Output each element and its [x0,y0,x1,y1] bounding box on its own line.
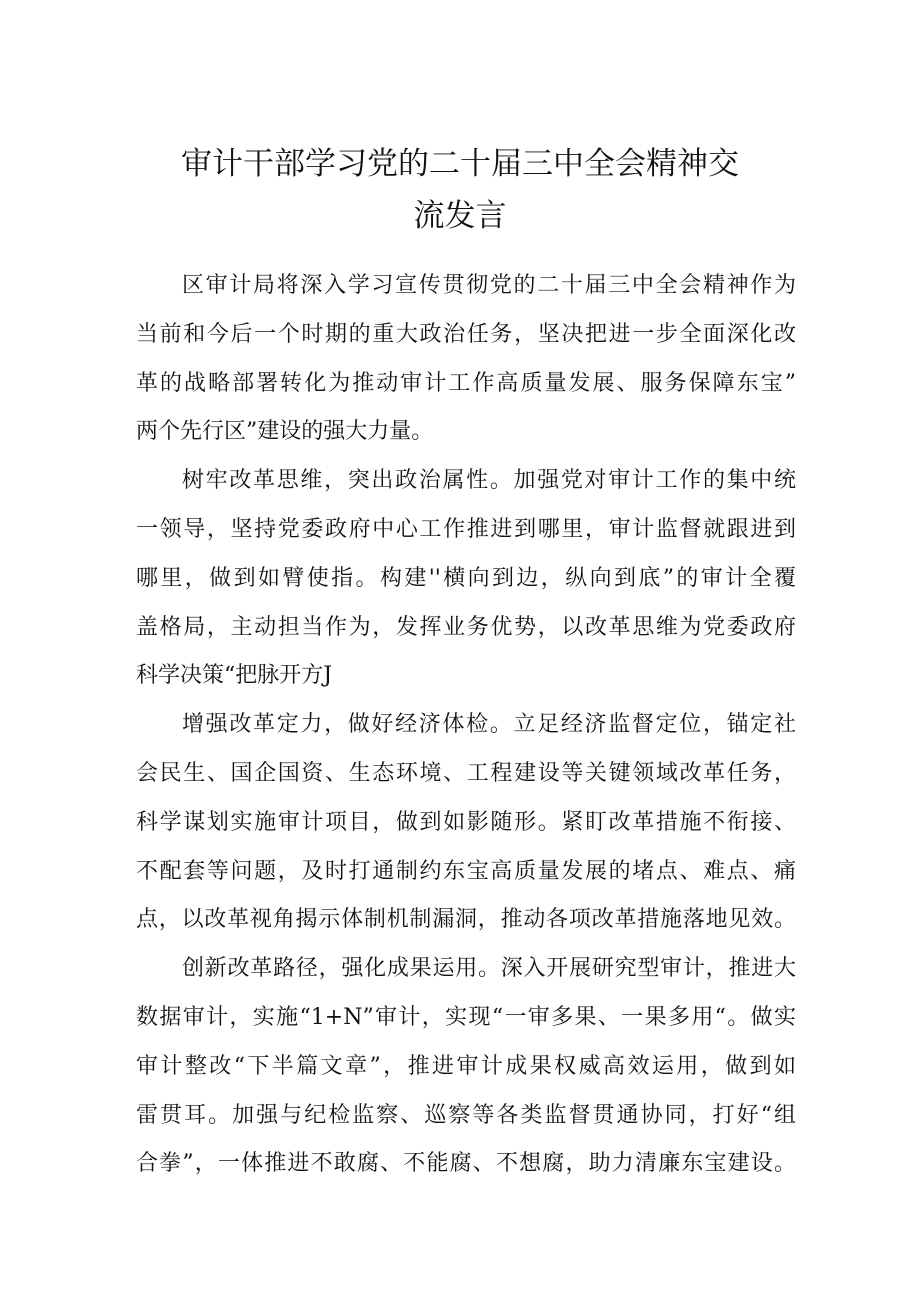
paragraph-line: 会民生、国企国资、生态环境、工程建设等关键领域改革任务， [136,760,796,786]
paragraph-line: 哪里，做到如臂使指。构建''横向到边，纵向到底”的审计全覆 [136,565,796,591]
paragraph-3 [136,701,796,945]
paragraph-line: 合拳”，一体推进不敢腐、不能腐、不想腐，助力清廉东宝建设。 [136,1151,796,1177]
paragraph-line: 增强改革定力，做好经济体检。立足经济监督定位，锚定社 [182,712,796,738]
paragraph-line: 数据审计，实施“1+N”审计，实现“一审多果、一果多用“。做实 [136,1004,796,1030]
paragraph-line: 一领导，坚持党委政府中心工作推进到哪里，审计监督就跟进到 [136,516,796,542]
paragraph-line: 审计整改“下半篇文章”，推进审计成果权威高效运用，做到如 [136,1053,796,1079]
paragraph-line: 点，以改革视角揭示体制机制漏洞，推动各项改革措施落地见效。 [136,907,796,933]
paragraph-line: 不配套等问题，及时打通制约东宝高质量发展的堵点、难点、痛 [136,858,796,884]
paragraph-line: 区审计局将深入学习宣传贯彻党的二十届三中全会精神作为 [182,273,796,298]
paragraph-line: 创新改革路径，强化成果运用。深入开展研究型审计，推进大 [182,956,796,982]
document-body [136,262,796,1189]
paragraph-4 [136,945,796,1189]
paragraph-line: 当前和今后一个时期的重大政治任务，坚决把进一步全面深化改 [136,321,796,347]
paragraph-line: 科学谋划实施审计项目，做到如影随形。紧盯改革措施不衔接、 [136,809,796,835]
paragraph-2 [136,457,796,701]
paragraph-line: 盖格局，主动担当作为，发挥业务优势，以改革思维为党委政府 [136,614,796,640]
paragraph-line: 革的战略部署转化为推动审计工作高质量发展、服务保障东宝” [136,370,796,396]
paragraph-1 [136,262,796,457]
paragraph-line: 两个先行区”建设的强大力量。 [136,419,434,445]
paragraph-line: 树牢改革思维，突出政治属性。加强党对审计工作的集中统 [182,468,796,494]
title-line-1: 审计干部学习党的二十届三中全会精神交 [181,146,739,182]
paragraph-line: 科学决策“把脉开方J [136,663,333,689]
document-title [140,138,780,242]
title-line-2: 流发言 [413,198,507,234]
paragraph-line: 雷贯耳。加强与纪检监察、巡察等各类监督贯通协同，打好“组 [136,1102,796,1128]
